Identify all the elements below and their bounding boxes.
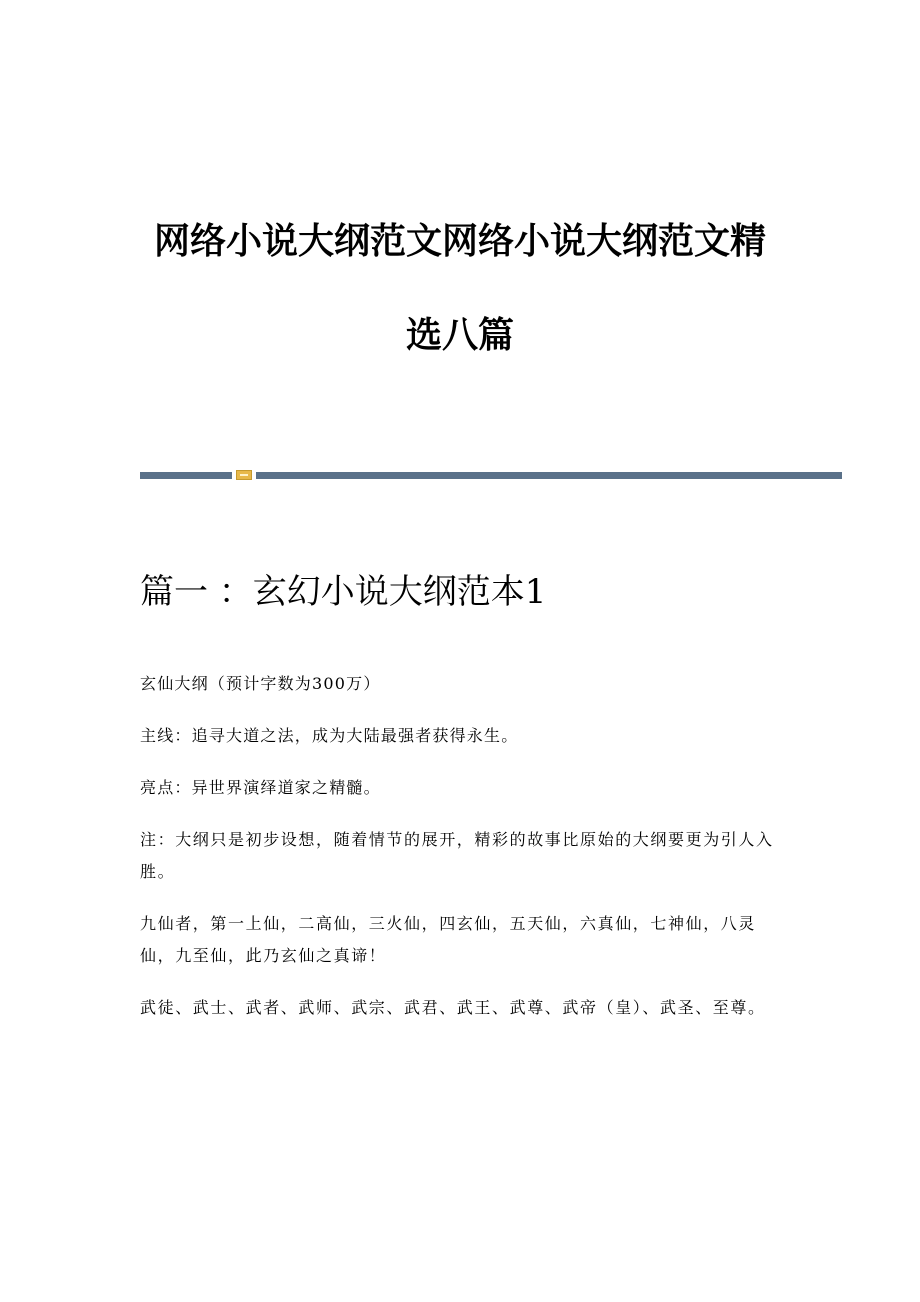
- section-body: [140, 668, 780, 1044]
- divider-bar-right: [256, 472, 842, 479]
- title-divider: [140, 470, 842, 480]
- paragraph-immortal-ranks: 九仙者，第一上仙，二高仙，三火仙，四玄仙，五天仙，六真仙，七神仙，八灵仙，九至仙，此乃玄仙之真谛！: [140, 914, 757, 965]
- paragraph-outline-summary: 玄仙大纲（预计字数为300万）: [140, 674, 381, 693]
- section-heading: 篇一 ：玄幻小说大纲范本1: [140, 572, 547, 612]
- document-title-line-1: 网络小说大纲范文网络小说大纲范文精: [153, 221, 766, 262]
- paragraph-martial-ranks: 武徒、武士、武者、武师、武宗、武君、武王、武尊、武帝（皇）、武圣、至尊。: [140, 998, 766, 1017]
- document-title-line-2: 选八篇: [405, 315, 514, 356]
- paragraph-note: 注：大纲只是初步设想，随着情节的展开，精彩的故事比原始的大纲要更为引人入胜。: [140, 830, 774, 881]
- paragraph-highlight: 亮点：异世界演绎道家之精髓。: [140, 778, 381, 797]
- paragraph-main-line: 主线：追寻大道之法，成为大陆最强者获得永生。: [140, 726, 519, 745]
- divider-ornament-icon: [236, 470, 252, 480]
- divider-bar-left: [140, 472, 232, 479]
